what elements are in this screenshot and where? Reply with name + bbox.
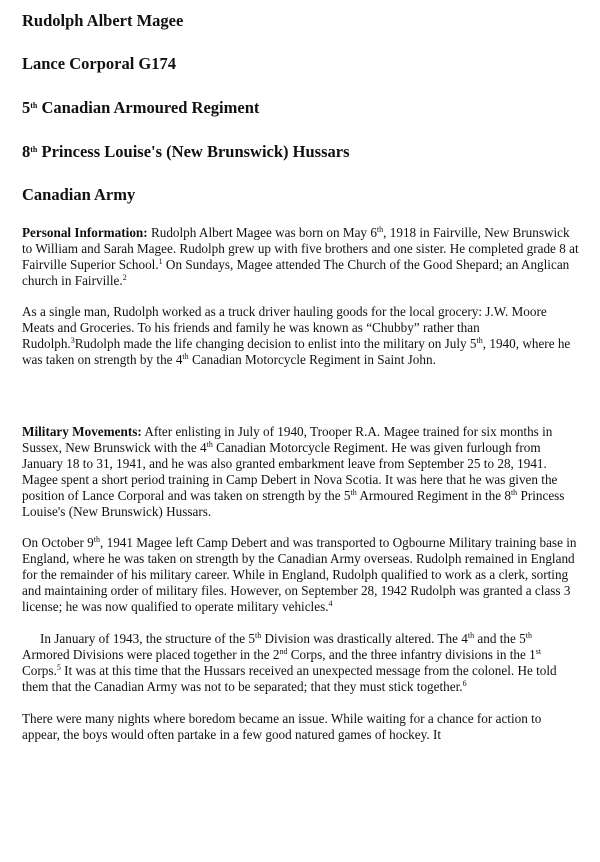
superscript: th [93, 535, 101, 544]
text-run: , 1941 Magee left Camp Debert and was transported to Ogbourne Military training base in England, where he was taken on strength by the Canadian Army overseas. Rudolph remained in England for the remainder of his military career. While in England, Rudolph qualified to work as a clerk, sorting and maintaining order of military files. However, on September 28, 1942 Rudolph was granted a class 3 license; he was now qualified to operate military vehicles. [22, 535, 577, 614]
text-run: On October 9 [22, 535, 94, 550]
personal-information-paragraph [22, 225, 580, 289]
text-run: Princess Louise's (New Brunswick) Hussars. [22, 488, 565, 519]
text-run: Canadian Motorcycle Regiment. He was given furlough from January 18 to 31, 1941, and he was also granted embarkment leave from September 25 to 28, 1941. Magee spent a short period training in Camp Debert in Nova Scotia. It was here that he was given the position of Lance Corporal and was taken on strength by the 5 [22, 440, 558, 503]
rank-text: Lance Corporal G174 [22, 54, 176, 73]
civilian-life-paragraph [22, 304, 580, 368]
army-text: Canadian Army [22, 185, 136, 204]
text-run: Corps, and the three infantry divisions in the 1 [287, 647, 536, 662]
footnote-ref: 5 [56, 663, 61, 672]
text-run: , 1918 in Fairville, New Brunswick to William and Sarah Magee. Rudolph grew up with five brothers and one sister. He completed grade 8 at Fairville Superior School. [22, 225, 579, 272]
regiment-number: 5 [22, 98, 31, 117]
text-run: , 1940, where he was taken on strength by the 4 [22, 336, 571, 367]
army-heading [22, 185, 580, 205]
text-run: Armored Divisions were placed together in the 2 [22, 647, 280, 662]
england-paragraph [22, 535, 580, 615]
soldier-name-heading [22, 11, 580, 31]
text-run: It was at this time that the Hussars received an unexpected message from the colonel. He told them that the Canadian Army was not to be separated; that they must stick together. [22, 663, 557, 694]
text-run: Rudolph Albert Magee was born on May 6 [147, 225, 377, 240]
superscript: th [350, 488, 357, 497]
footnote-ref: 3 [70, 336, 75, 345]
footnote-ref: 4 [328, 599, 333, 608]
hussars-heading [22, 142, 580, 162]
text-run: In January of 1943, the structure of the 5 [40, 631, 255, 646]
text-run: Corps. [22, 663, 57, 678]
hussars-text: Princess Louise's (New Brunswick) Hussars [37, 142, 350, 161]
boredom-paragraph [22, 711, 580, 743]
regiment-ordinal: th [30, 101, 38, 110]
section-label: Personal Information: [22, 225, 148, 240]
division-restructure-paragraph [22, 631, 580, 695]
superscript: th [467, 631, 475, 640]
name-text: Rudolph Albert Magee [22, 11, 184, 30]
superscript: nd [279, 647, 288, 656]
superscript: th [182, 352, 189, 361]
text-run: Division was drastically altered. The 4 [261, 631, 468, 646]
military-movements-paragraph [22, 424, 580, 520]
hussars-ordinal: th [30, 145, 38, 154]
text-run: Rudolph made the life changing decision to enlist into the military on July 5 [74, 336, 477, 351]
superscript: th [254, 631, 262, 640]
footnote-ref: 2 [122, 273, 127, 282]
text-run: and the 5 [474, 631, 526, 646]
regiment-text: Canadian Armoured Regiment [37, 98, 260, 117]
hussars-number: 8 [22, 142, 31, 161]
text-run: As a single man, Rudolph worked as a truck driver hauling goods for the local grocery: J.W. Moore Meats and Groceries. To his friends and family he was known as “Chubby” rather than Rudolph. [22, 304, 547, 351]
superscript: th [510, 488, 518, 497]
superscript: th [376, 225, 384, 234]
text-run: On Sundays, Magee attended The Church of the Good Shepard; an Anglican church in Fairville. [22, 257, 570, 288]
footnote-ref: 6 [462, 679, 467, 688]
regiment-heading [22, 98, 580, 118]
text-run: Canadian Motorcycle Regiment in Saint John. [188, 352, 436, 367]
rank-heading [22, 54, 580, 74]
superscript: th [525, 631, 532, 640]
text-run: There were many nights where boredom became an issue. While waiting for a chance for action to appear, the boys would often partake in a few good natured games of hockey. It [22, 711, 542, 742]
section-label: Military Movements: [22, 424, 142, 439]
text-run: After enlisting in July of 1940, Trooper R.A. Magee trained for six months in Sussex, New Brunswick with the 4 [22, 424, 553, 455]
text-run: Armoured Regiment in the 8 [356, 488, 511, 503]
superscript: th [206, 440, 213, 449]
superscript: th [476, 336, 483, 345]
footnote-ref: 1 [158, 257, 163, 266]
superscript: st [535, 647, 542, 656]
